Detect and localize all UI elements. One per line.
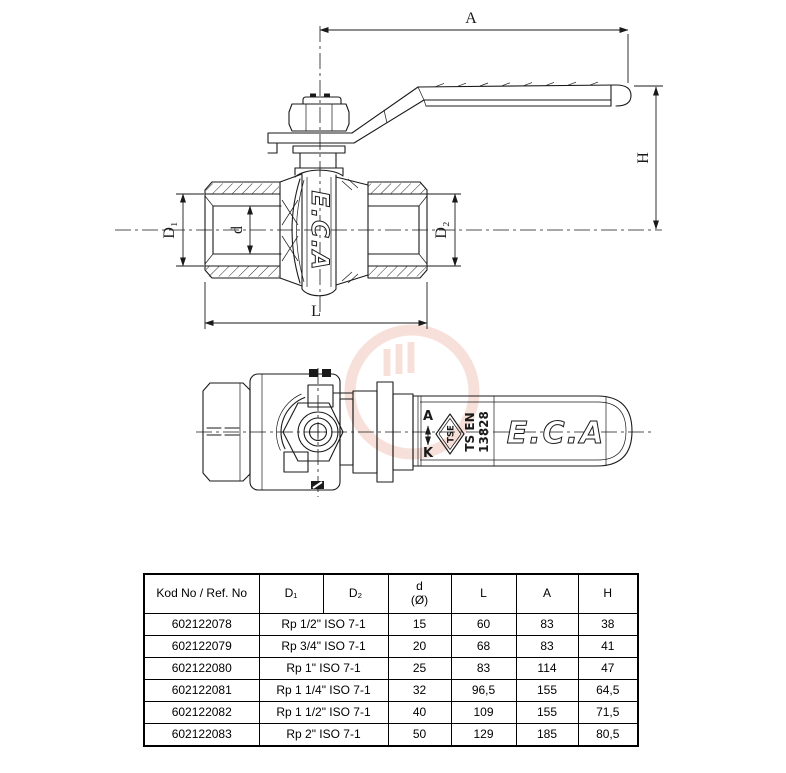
top-view: [196, 368, 652, 497]
cell-h: 38: [578, 614, 638, 636]
top-body: [250, 369, 352, 490]
cell-d: 32: [388, 680, 451, 702]
cell-h: 71,5: [578, 702, 638, 724]
standard-text-line2: 13828: [477, 411, 491, 453]
table-row: [144, 724, 638, 747]
lever-handle: [268, 82, 631, 153]
table-row: [144, 636, 638, 658]
header-ref: Kod No / Ref. No: [144, 574, 259, 614]
header-A: A: [516, 574, 578, 614]
dimension-L: [205, 282, 427, 329]
right-body-transition: [336, 177, 368, 285]
dim-label-L: L: [311, 303, 321, 320]
cell-h: 47: [578, 658, 638, 680]
cell-size: Rp 1/2" ISO 7-1: [259, 614, 388, 636]
standard-text-line1: TS EN: [463, 412, 477, 452]
cell-ref: 602122078: [144, 614, 259, 636]
side-body-brand-text: E.C.A: [306, 190, 334, 272]
header-d: [388, 574, 451, 614]
cell-size: Rp 1 1/4" ISO 7-1: [259, 680, 388, 702]
cell-size: Rp 3/4" ISO 7-1: [259, 636, 388, 658]
cell-h: 80,5: [578, 724, 638, 747]
table-row: [144, 658, 638, 680]
table-row: [144, 614, 638, 636]
cell-a: 114: [516, 658, 578, 680]
dim-label-d: d: [229, 226, 246, 234]
table-row: [144, 702, 638, 724]
header-H: H: [578, 574, 638, 614]
table-row: [144, 680, 638, 702]
header-row: [144, 574, 638, 614]
cell-size: Rp 1" ISO 7-1: [259, 658, 388, 680]
header-d-symbol: d: [416, 579, 423, 594]
cell-l: 68: [451, 636, 516, 658]
handle-brand-text: E.C.A: [506, 416, 606, 451]
cell-d: 15: [388, 614, 451, 636]
dim-label-D1: D₁: [161, 221, 178, 239]
stem-and-nut: [289, 94, 349, 176]
cell-a: 155: [516, 702, 578, 724]
cell-size: Rp 2" ISO 7-1: [259, 724, 388, 747]
open-close-marking: [423, 409, 434, 461]
cell-a: 83: [516, 614, 578, 636]
cell-l: 60: [451, 614, 516, 636]
cell-ref: 602122081: [144, 680, 259, 702]
cell-a: 155: [516, 680, 578, 702]
cell-l: 109: [451, 702, 516, 724]
cell-h: 41: [578, 636, 638, 658]
header-L: L: [451, 574, 516, 614]
dim-label-A: A: [465, 10, 477, 27]
cell-d: 25: [388, 658, 451, 680]
header-d1: D₁: [259, 574, 323, 614]
cell-l: 129: [451, 724, 516, 747]
dimension-d: [229, 206, 250, 254]
cell-d: 50: [388, 724, 451, 747]
dim-label-D2: D₂: [433, 221, 450, 239]
cell-h: 64,5: [578, 680, 638, 702]
cell-ref: 602122082: [144, 702, 259, 724]
spec-table-header: [144, 574, 638, 614]
tse-logo-text: TSE: [446, 425, 457, 443]
valve-body-center: [295, 170, 343, 296]
cell-ref: 602122079: [144, 636, 259, 658]
top-handle: [413, 396, 632, 466]
cell-d: 20: [388, 636, 451, 658]
cell-ref: 602122080: [144, 658, 259, 680]
cell-l: 83: [451, 658, 516, 680]
close-label: K: [422, 446, 434, 461]
cell-a: 83: [516, 636, 578, 658]
cell-a: 185: [516, 724, 578, 747]
cell-d: 40: [388, 702, 451, 724]
header-d2: D₂: [323, 574, 388, 614]
open-label: A: [422, 409, 434, 424]
header-d-unit: (Ø): [410, 593, 429, 607]
cell-ref: 602122083: [144, 724, 259, 747]
cell-size: Rp 1 1/2" ISO 7-1: [259, 702, 388, 724]
dim-label-H: H: [635, 152, 652, 164]
spec-table: [143, 573, 639, 747]
dimension-D2: [427, 194, 461, 266]
dimension-A: [320, 10, 628, 83]
side-view: [115, 10, 663, 329]
cell-l: 96,5: [451, 680, 516, 702]
dimension-H: [634, 86, 663, 229]
